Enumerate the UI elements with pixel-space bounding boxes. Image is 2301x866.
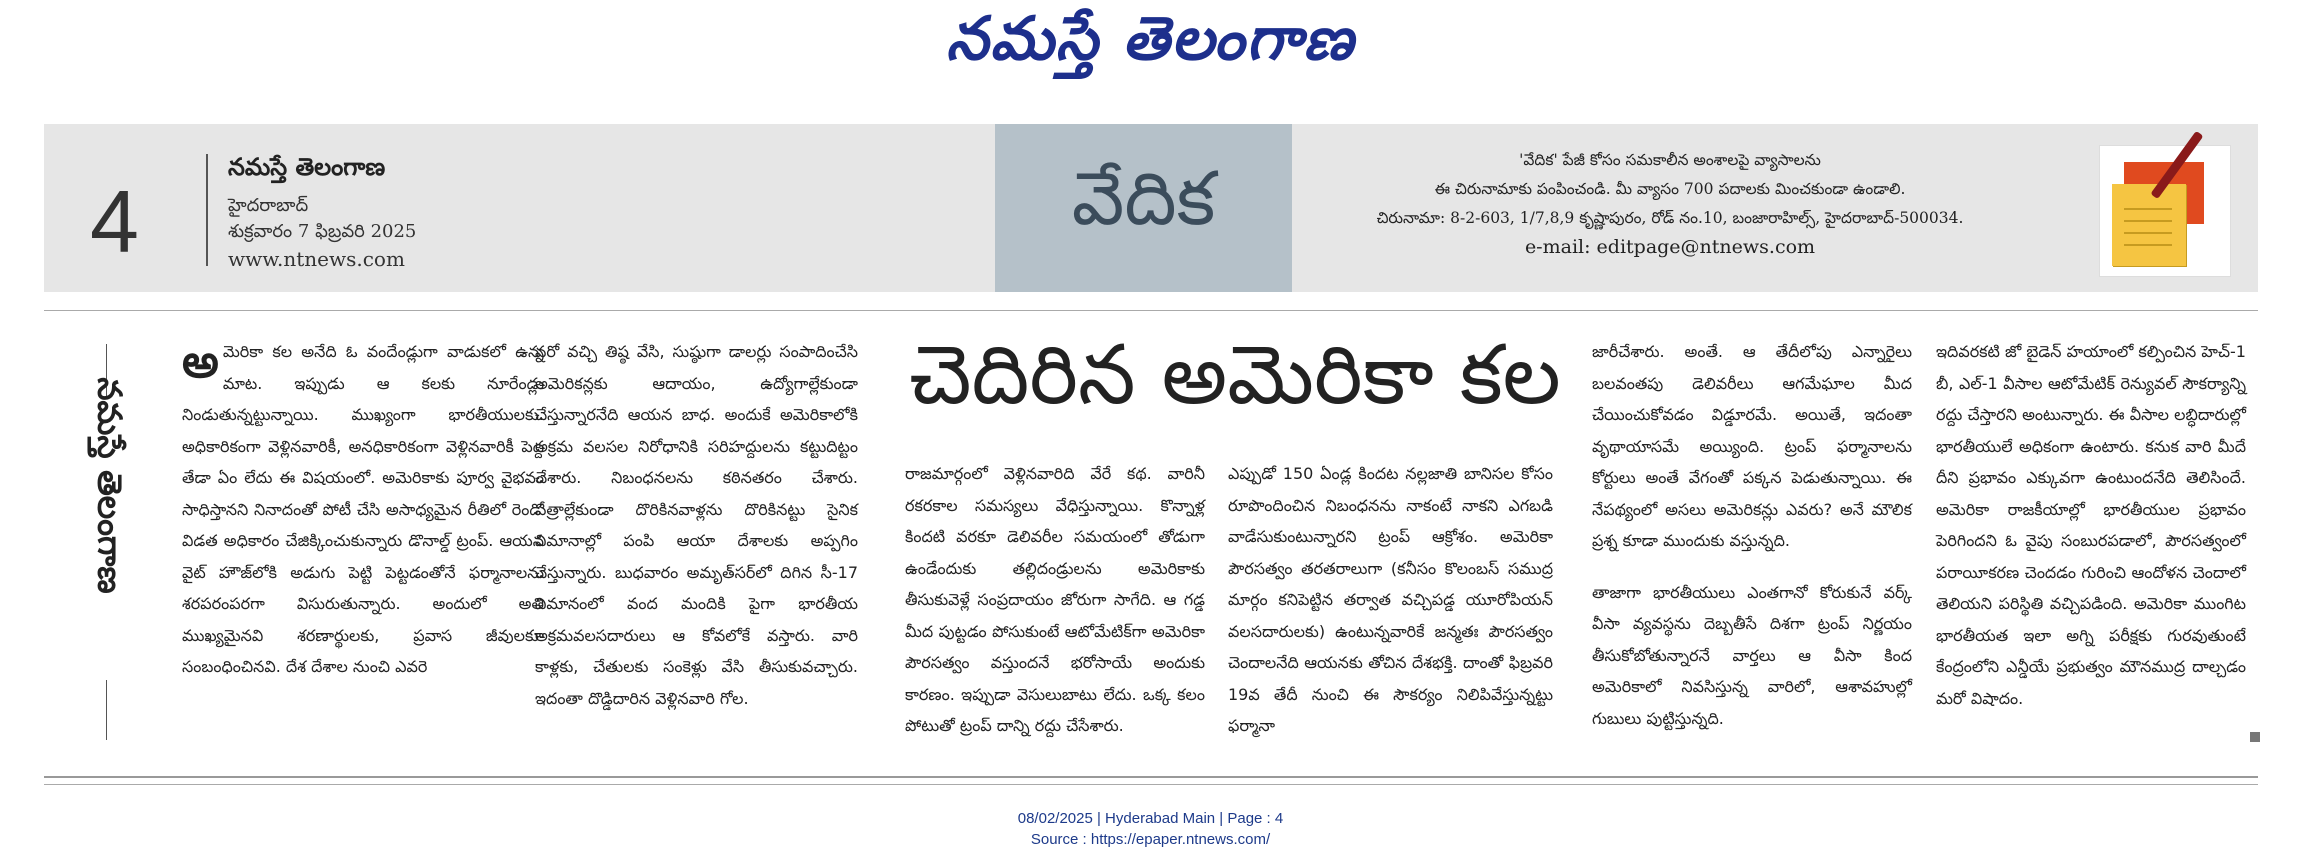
notice-email[interactable]: e-mail: editpage@ntnews.com [1524,236,1816,258]
page-number: 4 [90,172,139,271]
notice-line-1: 'వేదిక' పేజీ కోసం సమకాలీన అంశాలపై వ్యాసాలను [1519,151,1821,169]
masthead-title: నమస్తే తెలంగాణ [945,4,1356,74]
footer-source-link[interactable]: Source : https://epaper.ntnews.com/ [1030,831,1271,848]
side-brand-line-bottom [106,680,107,740]
header-rule [44,310,2258,311]
masthead-logo [0,4,2301,88]
column-2-text: వరో వచ్చి తిష్ఠ వేసి, సుష్ఠుగా డాలర్లు సంపాదించేసి అమెరికన్లకు ఆదాయం, ఉద్యోగాల్లేకుండా చేస్తున్నారనేది ఆయన బాధ. అందుకే అమెరికాలోకి అక్రమ వలసల నిరోధానికి సరిహద్దులను కట్టుదిట్టం చేశారు. నిబంధనలను కఠినతరం చేశారు. పత్రాల్లేకుండా దొరికినవాళ్లను దొరికినట్టు సైనిక విమానాల్లో పంపి ఆయా దేశాలకు అప్పగిం చేస్తున్నారు. బుధవారం అమృత్‌సర్‌లో దిగిన సీ-17 విమానంలో వంద మందికి పైగా భారతీయ అక్రమవలసదారులు ఆ కోవలోకే వస్తారు. వారి కాళ్లకు, చేతులకు సంకెళ్లు వేసి తీసుకువచ్చారు. ఇదంతా దొడ్డిదారిన వెళ్లినవారి గోల. [535,342,858,708]
section-title-box [995,124,1292,292]
column-3-text: రాజమార్గంలో వెళ్లినవారిది వేరే కథ. వారినీ రకరకాల సమస్యలు వేధిస్తున్నాయి. కొన్నాళ్ల కిందటి వరకూ డెలివరీల సమయంలో తోడుగా ఉండేందుకు తల్లిదండ్రులను అమెరికాకు తీసుకువెళ్లే సంప్రదాయం జోరుగా సాగేది. ఆ గడ్డ మీద పుట్టడం పోసుకుంటే ఆటోమేటిక్‌గా అమెరికా పౌరసత్వం వస్తుందనే భరోసాయే అందుకు కారణం. ఇప్పుడా వెసులుబాటు లేదు. ఒక్క కలం పోటుతో ట్రంప్ దాన్ని రద్దు చేసేశారు. [905,464,1205,735]
paper-and-pen-icon [2100,146,2230,276]
article-column-6 [1936,336,2246,714]
edition-date: శుక్రవారం 7 ఫిబ్రవరి 2025 [228,221,417,242]
footer-edition-info: 08/02/2025 | Hyderabad Main | Page : 4 [1017,810,1284,827]
article-column-3 [905,458,1205,742]
notice-line-2: ఈ చిరునామాకు పంపించండి. మీ వ్యాసం 700 పదాలకు మించకుండా ఉండాలి. [1434,180,1906,198]
column-6-text: ఇదివరకటి జో బైడెన్ హయాంలో కల్పించిన హెచ్-1 బీ, ఎల్-1 వీసాల ఆటోమేటిక్ రెన్యువల్ సౌకర్యాన్ని రద్దు చేస్తారని అంటున్నారు. ఈ వీసాల లబ్ధిదారుల్లో భారతీయులే అధికంగా ఉంటారు. కనుక వారి మీదే దీని ప్రభావం ఎక్కువగా ఉంటుందనేది తెలిసిందే. అమెరికా రాజకీయాల్లో భారతీయుల ప్రభావం పెరిగిందని ఓ వైపు సంబురపడాలో, పౌరసత్వంలో పరాయీకరణ చెందడం గురించి ఆందోళన చెందాలో తెలియని పరిస్థితి వచ్చిపడింది. అమెరికా ముంగిట భారతీయత ఇలా అగ్ని పరీక్షకు గురవుతుంటే కేంద్రంలోని ఎన్డీయే ప్రభుత్వం మౌనముద్ర దాల్చడం మరో విషాదం. [1936,342,2246,708]
column-5-text-b: తాజాగా భారతీయులు ఎంతగానో కోరుకునే వర్క్ వీసా వ్యవస్థను దెబ్బతీసే దిశగా ట్రంప్ నిర్ణయం తీసుకోబోతున్నారనే వార్తలు ఆ వీసా కింద అమెరికాలో నివసిస్తున్న వారిలో, ఆశావహుల్లో గుబులు పుట్టిస్తున్నది. [1592,582,1912,728]
website-link[interactable]: www.ntnews.com [228,247,405,271]
notice-line-3: చిరునామా: 8-2-603, 1/7,8,9 కృష్ణాపురం, రోడ్ నం.10, బంజారాహిల్స్, హైదరాబాద్-500034. [1376,209,1964,227]
side-brand-text: నమస్తే తెలంగాణ [90,377,130,594]
column-4-text: ఎప్పుడో 150 ఏండ్ల కిందట నల్లజాతి బానిసల కోసం రూపొందించిన నిబంధనను నాకంటే నాకని ఎగబడి వాడేసుకుంటున్నారని ట్రంప్ ఆక్రోశం. అమెరికా పౌరసత్వం తరతరాలుగా (కనీసం కొలంబస్ సముద్ర మార్గం కనిపెట్టిన తర్వాత వచ్చిపడ్డ యూరోపియన్ వలసదారులకు) ఉంటున్నవారికే జన్మతః పౌరసత్వం చెందాలనేది ఆయనకు తోచిన దేశభక్తి. దాంతో ఫిబ్రవరి 19వ తేదీ నుంచి ఈ సౌకర్యం నిలిపివేస్తున్నట్టు ఫర్మానా [1228,464,1553,735]
article-column-4 [1228,458,1553,742]
column-1-text: మెరికా కల అనేది ఓ వందేండ్లుగా వాడుకలో ఉన్న మాట. ఇప్పుడు ఆ కలకు నూరేండ్లు నిండుతున్నట్టున్నాయి. ముఖ్యంగా భారతీయులకు. అధికారికంగా వెళ్లినవారికీ, అనధికారికంగా వెళ్లినవారికీ పెద్ద తేడా ఏం లేదు ఈ విషయంలో. అమెరికాకు పూర్వ వైభవం సాధిస్తానని నినాదంతో పోటీ చేసి అసాధ్యమైన రీతిలో రెండో విడత అధికారం చేజిక్కించుకున్నారు డొనాల్డ్ ట్రంప్. ఆయన వైట్ హౌజ్‌లోకి అడుగు పెట్టి పెట్టడంతోనే ఫర్మానాలను శరపరంపరగా విసురుతున్నారు. అందులో అతి ముఖ్యమైనవి శరణార్థులకు, ప్రవాస జీవులకూ సంబంధించినవి. దేశ దేశాల నుంచి ఎవరె [182,342,544,676]
article-column-2 [535,336,858,714]
article-end-mark [2250,732,2260,742]
edition-city: హైదరాబాద్ [228,195,309,216]
edition-info [228,152,416,273]
side-brand [80,298,132,668]
header-divider [206,154,208,266]
section-title: వేదిక [1071,156,1216,242]
footer-rule-bottom [44,784,2258,785]
drop-cap: అ [182,334,219,388]
article-headline: చెదిరిన అమెరికా కల [909,328,1561,423]
article-column-1 [182,336,544,683]
submission-notice [1320,146,2020,262]
column-5-text-a: జారీచేశారు. అంతే. ఆ తేదీలోపు ఎన్నారైలు బలవంతపు డెలివరీలు ఆగమేఘాల మీద చేయించుకోవడం విడ్డూరమే. అయితే, ఇదంతా వృథాయాసమే అయ్యింది. ట్రంప్ ఫర్మానాలను కోర్టులు అంతే వేగంతో పక్కన పెడుతున్నాయి. ఈ నేపథ్యంలో అసలు అమెరికన్లు ఎవరు? అనే మౌలిక ప్రశ్న కూడా ముందుకు వస్తున్నది. [1592,342,1912,550]
page-footer [0,808,2301,850]
article-column-5 [1592,336,1912,734]
footer-rule-top [44,776,2258,778]
header-brand: నమస్తే తెలంగాణ [228,152,386,181]
